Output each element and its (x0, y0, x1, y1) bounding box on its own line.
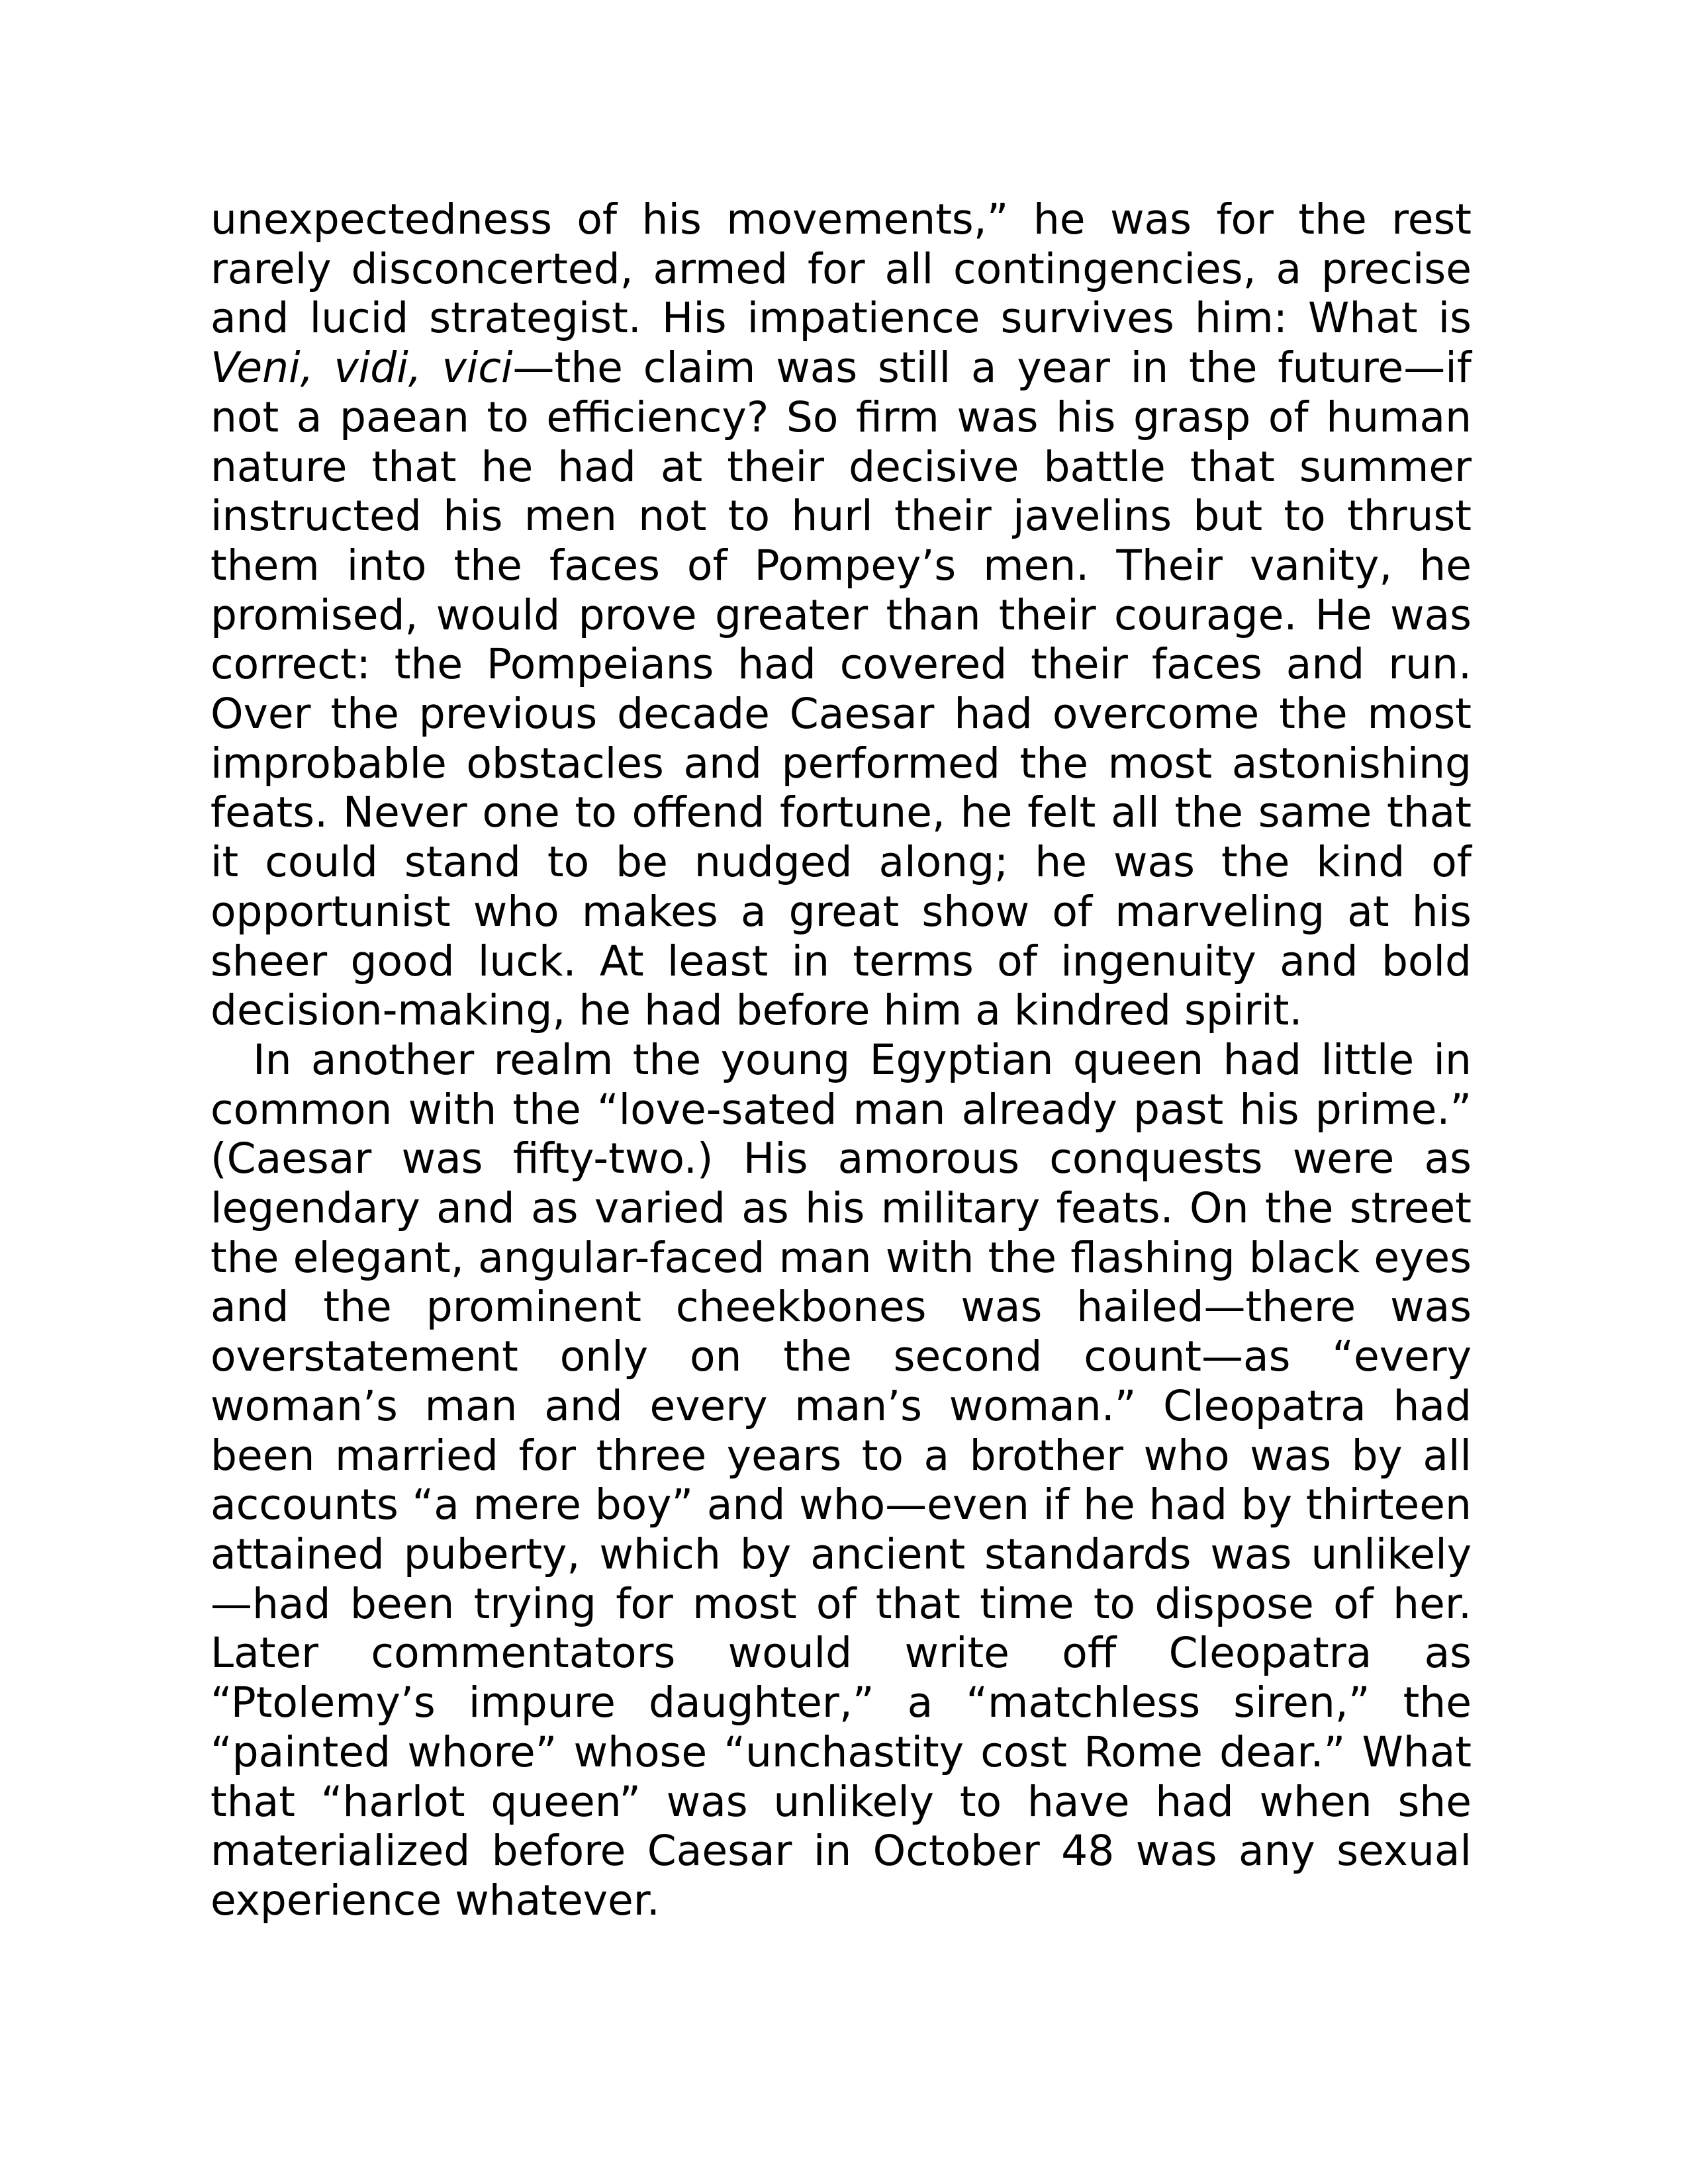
paragraph-text-after-italic: —the claim was still a year in the future—if not a paean to efficiency? So firm was his grasp of human nature that he had at their decisive battle that summer instructed his men not to hurl their javelins but to thrust them into the faces of Pompey’s men. Their vanity, he promised, would prove greater than their courage. He was correct: the Pompeians had covered their faces and run. Over the previous decade Caesar had overcome the most improbable obstacles and performed the most astonishing feats. Never one to offend fortune, he felt all the same that it could stand to be nudged along; he was the kind of opportunist who makes a great show of marveling at his sheer good luck. At least in terms of ingenuity and bold decision-making, he had before him a kindred spirit. (211, 343, 1472, 1035)
page-body (211, 195, 1472, 1926)
paragraph-cleopatra-caesar: In another realm the young Egyptian queen had little in common with the “love-sated man already past his prime.” (Caesar was fifty-two.) His amorous conquests were as legendary and as varied as his military feats. On the street the elegant, angular-faced man with the flashing black eyes and the prominent cheekbones was hailed—there was overstatement only on the second count—as “every woman’s man and every man’s woman.” Cleopatra had been married for three years to a brother who was by all accounts “a mere boy” and who—even if he had by thirteen attained puberty, which by ancient standards was unlikely—had been trying for most of that time to dispose of her. Later commentators would write off Cleopatra as “Ptolemy’s impure daughter,” a “matchless siren,” the “painted whore” whose “unchastity cost Rome dear.” What that “harlot queen” was unlikely to have had when she materialized before Caesar in October 48 was any sexual experience whatever. (211, 1035, 1472, 1925)
paragraph-caesar-strategy (211, 195, 1472, 1036)
paragraph-text-before-italic: unexpectedness of his movements,” he was for the rest rarely disconcerted, armed for all contingencies, a precise and lucid strategist. His impatience survives him: What is (211, 195, 1472, 343)
italic-quote: Veni, vidi, vici (211, 343, 513, 392)
